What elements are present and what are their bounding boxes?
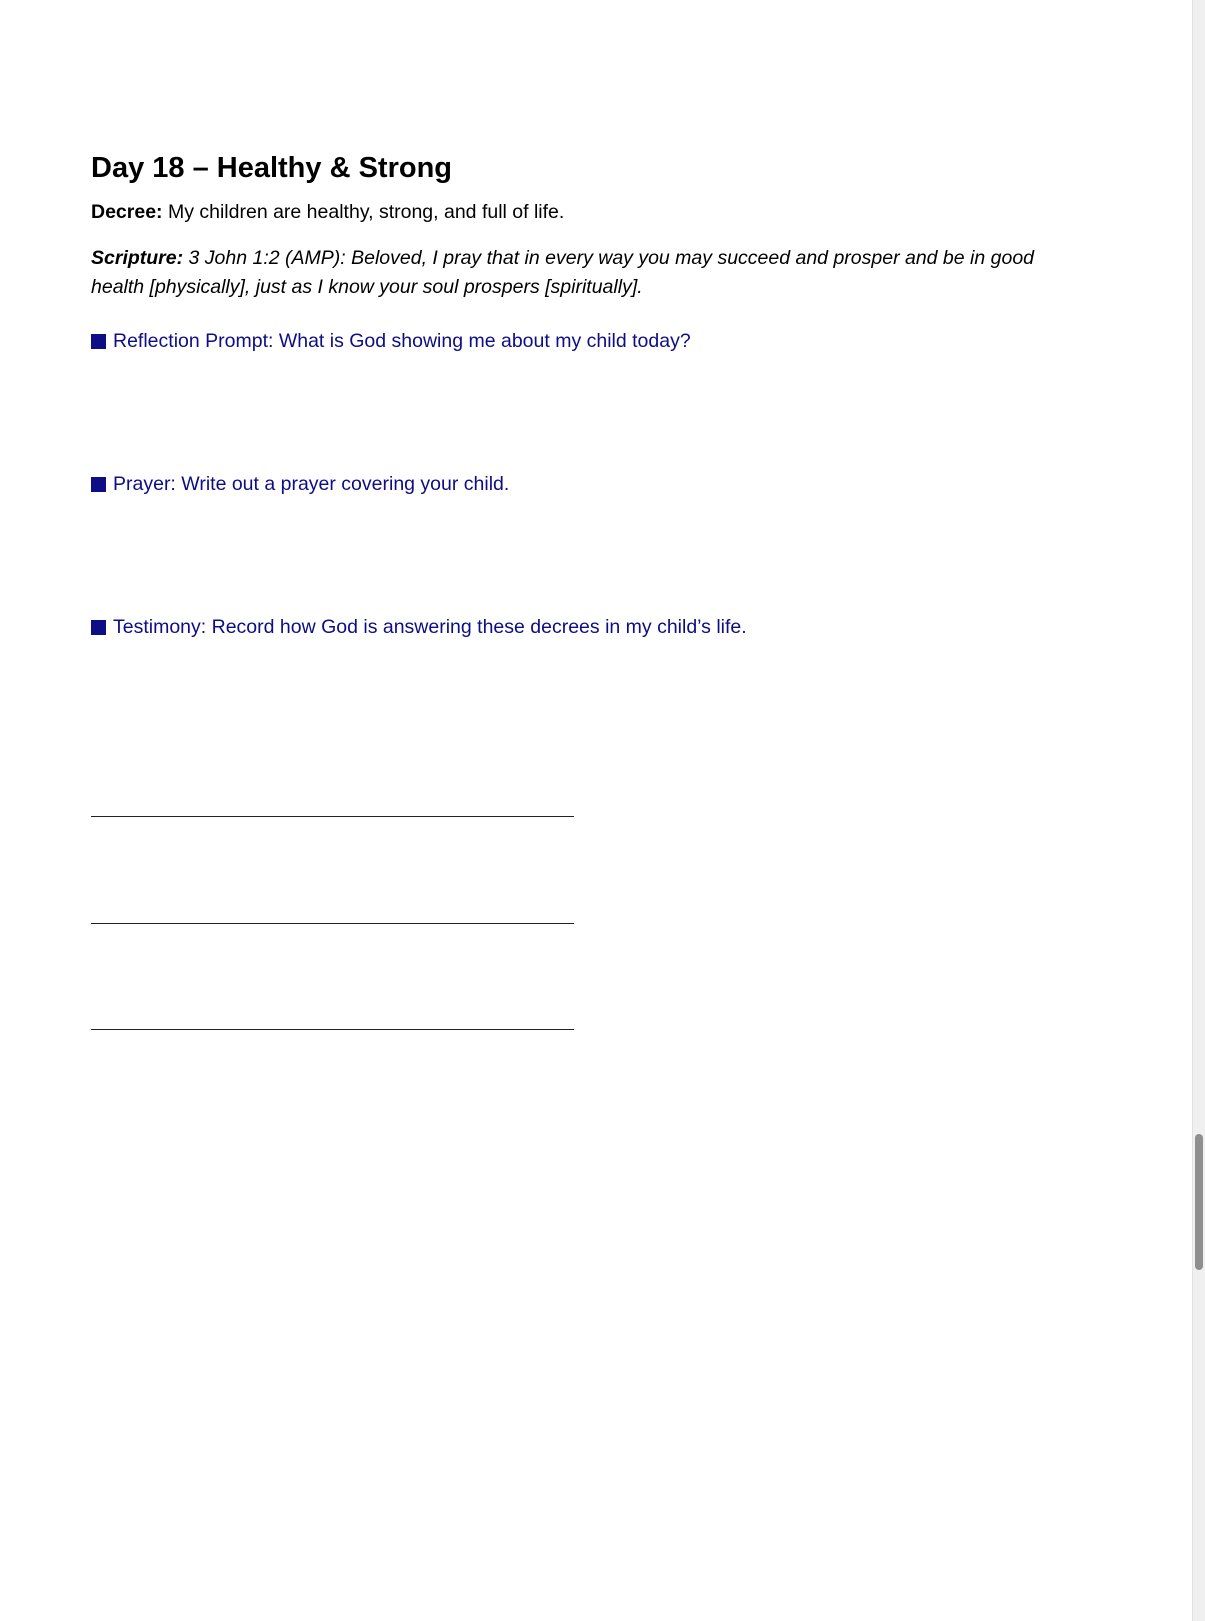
writing-line	[91, 1029, 574, 1030]
scripture-paragraph	[91, 244, 1066, 302]
reflection-prompt	[91, 327, 691, 355]
decree-text: My children are healthy, strong, and full of life.	[167, 201, 565, 223]
prayer-prompt-text: Prayer: Write out a prayer covering your child.	[113, 473, 510, 495]
scripture-text: 3 John 1:2 (AMP): Beloved, I pray that in every way you may succeed and prosper and be in good health [physically], just as I know your soul prospers [spiritually].	[91, 247, 1035, 298]
square-bullet-icon	[91, 477, 106, 492]
vertical-scrollbar[interactable]	[1192, 0, 1205, 1621]
prayer-prompt	[91, 470, 509, 498]
writing-line	[91, 816, 574, 817]
decree-label: Decree:	[91, 201, 163, 223]
testimony-prompt	[91, 613, 747, 641]
square-bullet-icon	[91, 334, 106, 349]
square-bullet-icon	[91, 620, 106, 635]
decree-line	[91, 198, 564, 226]
testimony-prompt-text: Testimony: Record how God is answering these decrees in my child’s life.	[113, 616, 747, 638]
reflection-prompt-text: Reflection Prompt: What is God showing me about my child today?	[113, 330, 691, 352]
writing-line	[91, 923, 574, 924]
scripture-label: Scripture:	[91, 247, 184, 269]
day-title: Day 18 – Healthy & Strong	[91, 152, 452, 184]
scrollbar-thumb[interactable]	[1195, 1134, 1203, 1270]
